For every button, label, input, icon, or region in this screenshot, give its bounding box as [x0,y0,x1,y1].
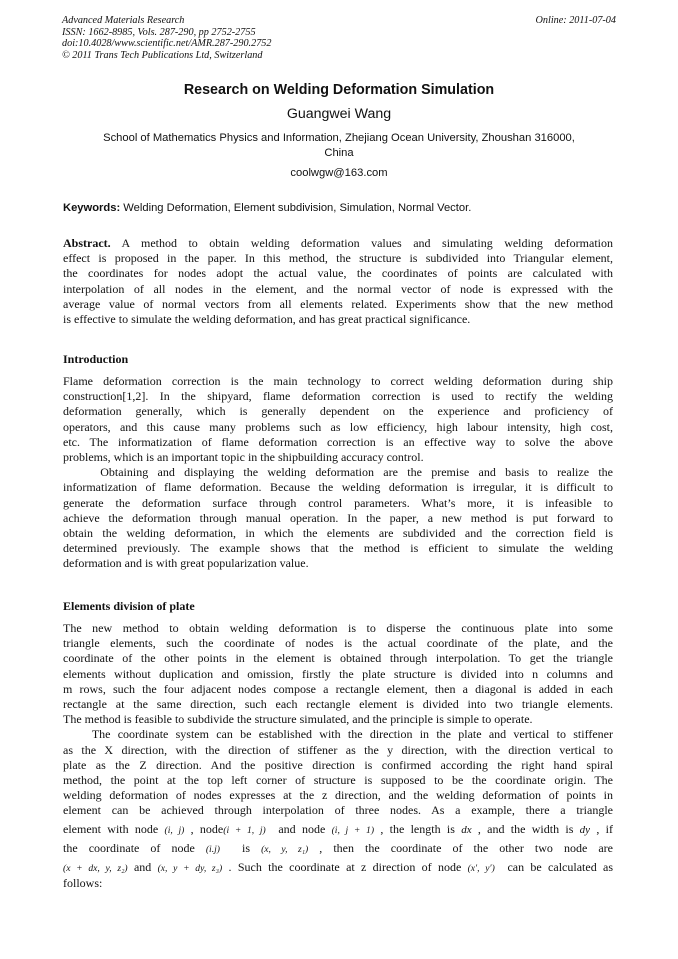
elements-body [63,621,613,891]
abstract-line: interpolation of all nodes in the element, and the normal vector of node is expressed with the [63,281,613,296]
affiliation-line: School of Mathematics Physics and Information, Zhejiang Ocean University, Zhoushan 316000, [103,132,575,144]
body-line: generate the deformation surface through control parameters. What’s more, it is infeasible to [63,495,613,510]
body-line: determined previously. The example shows that the method is efficient to simulate the welding [63,541,613,556]
body-line: deformation generally, which is generally dependent on the experience and proficiency of [63,404,613,419]
body-line-math: the coordinate of node (i.j) is (x, y, z₁) , then the coordinate of the other two node are [63,840,613,855]
journal-header [62,15,616,61]
math-xdx-y-z2: (x + dx, y, z₂) [63,863,128,875]
math-xprime-yprime: (x′, y′) [467,863,495,875]
body-line: m rows, such the four adjacent nodes compose a rectangle element, then a diagonal is added in each [63,681,613,696]
body-line-math: element with node (i, j) , node(i + 1, j) and node (i, j + 1) , the length is dx , and the width is dy , if [63,821,613,836]
body-line: elements without duplication and omission, firstly the plate structure is divided into n columns and [63,666,613,681]
affiliation [68,131,610,161]
body-line: deformation and is with great popularization value. [63,556,309,571]
body-line: etc. The informatization of flame deformation correction is an effective way to solve the above [63,434,613,449]
online-date: Online: 2011-07-04 [535,15,616,26]
keywords [63,202,615,214]
body-line: informatization of flame deformation. Because the welding deformation is irregular, it is difficult to [63,480,613,495]
section-heading-introduction: Introduction [63,352,129,366]
issn-line: ISSN: 1662-8985, Vols. 287-290, pp 2752-2755 [62,26,256,38]
abstract-line: is effective to simulate the welding deformation, and has great practical significance. [63,312,471,327]
body-line: obtain the welding deformation, in which the elements are subdivided and the correction field is [63,526,613,541]
introduction-body [63,374,613,572]
copyright-line: © 2011 Trans Tech Publications Ltd, Switzerland [62,49,263,61]
math-xyz1: (x, y, z₁) [261,843,309,855]
body-line: element can be achieved through interpolation of three nodes. As a example, there a triangle [63,803,613,818]
body-line: follows: [63,876,103,891]
paper-title: Research on Welding Deformation Simulation [183,82,495,98]
body-line: The new method to obtain welding deformation is to disperse the continuous plate into some [63,621,613,635]
abstract-line: Abstract. A method to obtain welding deformation values and simulating welding deformation [63,236,613,250]
abstract-line: the coordinates for nodes adopt the actual value, the coordinates of points are calculated with [63,266,613,281]
body-line: achieve the deformation through manual operation. In the paper, a new method is put forward to [63,510,613,525]
abstract [63,236,613,327]
body-line: Obtaining and displaying the welding deformation are the premise and basis to realize the [63,465,613,480]
math-node-ij-dot: (i.j) [205,843,220,855]
math-x-ydy-z3: (x, y + dy, z₃) [157,863,223,875]
body-line: method, the point at the top left corner of structure is supposed to be the coordinate origin. The [63,773,613,788]
math-dx: dx [461,823,472,836]
math-dy: dy [579,823,591,836]
body-line: coordinate of the other points in the element is obtained through interpolation. To get the triangle [63,651,613,666]
body-line: rectangle at the same direction, such each rectangle element is divided into two triangle elements. [63,697,613,712]
body-line: The method is feasible to subdivide the structure simulated, and the principle is simple to operate. [63,712,533,727]
abstract-label: Abstract. [63,236,111,250]
abstract-line: average value of normal vectors from all elements related. Experiments show that the new method [63,296,613,311]
doi-line: doi:10.4028/www.scientific.net/AMR.287-290.2752 [62,38,272,50]
section-heading-elements: Elements division of plate [63,599,195,613]
abstract-line: effect is proposed in the paper. In this method, the structure is subdivided into Triangular element, [63,251,613,266]
author-name: Guangwei Wang [286,106,392,122]
math-node-ij: (i, j) [164,824,185,836]
keywords-label: Keywords: [63,202,121,214]
keywords-text: Welding Deformation, Element subdivision, Simulation, Normal Vector. [120,202,472,214]
math-node-ij1: (i, j + 1) [331,824,375,836]
math-node-i1j: (i + 1, j) [223,824,266,836]
affiliation-line: China [324,147,354,159]
body-line: The coordinate system can be established with the direction in the plate and vertical to stiffener [63,727,613,742]
body-line: problems, which is an important topic in the shipbuilding accuracy control. [63,450,424,465]
body-line: operators, and this cause many problems such as low efficiency, high labour intensity, high cost, [63,419,613,434]
body-line-math: (x + dx, y, z₂) and (x, y + dy, z₃) . Such the coordinate at z direction of node (x′, y′) can be calculated as [63,860,614,875]
body-line: plate as the Z direction. And the positive direction is confirmed according the right hand spiral [63,757,613,772]
body-line: Flame deformation correction is the main technology to correct welding deformation during ship [63,374,613,388]
journal-name: Advanced Materials Research [62,15,185,26]
author-email: coolwgw@163.com [290,167,388,179]
body-line: as the X direction, with the direction of stiffener as the y direction, with the direction vertical to [63,742,613,757]
body-line: welding deformation of nodes expresses at the z direction, and the welding deformation of points in [63,788,613,803]
body-line: construction[1,2]. In the shipyard, flame deformation correction is used to rectify the welding [63,389,613,404]
body-line: triangle elements, such the coordinate of nodes is the actual coordinate of the plate, and the [63,636,613,651]
